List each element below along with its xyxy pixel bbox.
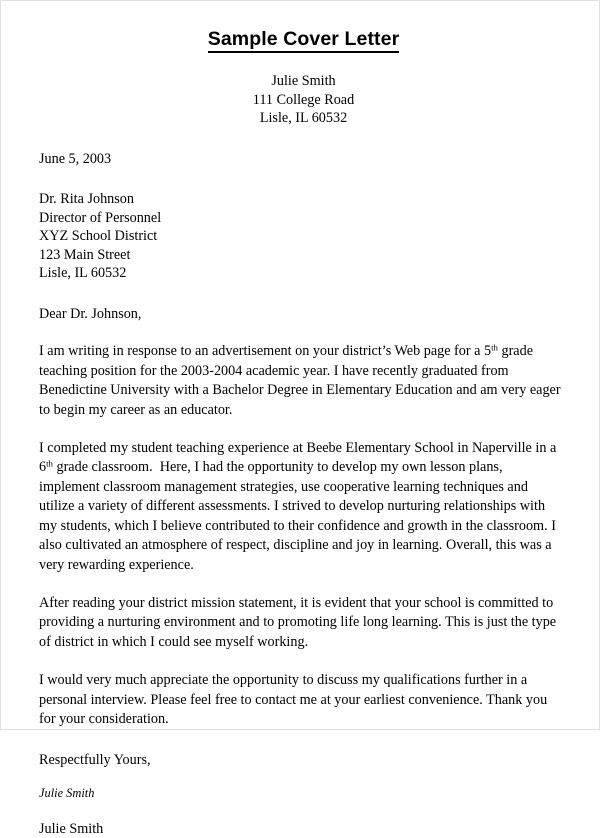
recipient-city-state-zip: Lisle, IL 60532 [39,265,127,282]
paragraph-4: I would very much appreciate the opportunity to discuss my qualifications further in a personal interview. Please feel free to contact me at your earliest convenience. Thank you for your consideration. [39,672,551,727]
recipient-name: Dr. Rita Johnson [39,191,134,208]
sender-street: 111 College Road [252,91,355,108]
ordinal-suffix-fifth: th [491,342,498,353]
letter-date: June 5, 2003 [39,150,112,167]
paragraph-1-text-before-ordinal: I am writing in response to an advertisement on your district’s Web page for a 5 [39,343,492,360]
closing-salutation: Respectfully Yours, [39,752,151,769]
letter-body [39,1,566,838]
recipient-street: 123 Main Street [39,246,131,263]
recipient-organization: XYZ School District [39,228,158,245]
page-title: Sample Cover Letter [208,29,400,53]
paragraph-1-text-after-ordinal: grade teaching position for the 2003-2004 academic year. I have recently graduated from Benedictine University with a Bachelor Degree in Elementary Education and am very eager to begin my career as an educator. [39,343,565,418]
sender-name: Julie Smith [271,73,336,90]
paragraph-2-text-after-ordinal: grade classroom. Here, I had the opportunity to develop my own lesson plans, implement classroom management strategies, use cooperative learning techniques and utilize a variety of different assessments. I strived to develop nurturing relationships with my students, which I believe contributed to their confidence and growth in the classroom. I also cultivated an atmosphere of respect, discipline and joy in learning. Overall, this was a very rewarding experience. [39,459,560,573]
recipient-address-block [39,190,566,283]
typed-signer-name: Julie Smith [39,820,104,837]
handwritten-signature: Julie Smith [39,785,95,800]
paragraph-2-text-before-ordinal: I completed my student teaching experience at Beebe Elementary School in Naperville in a 6 [39,440,560,476]
recipient-title: Director of Personnel [39,209,162,226]
paragraph-3: After reading your district mission statement, it is evident that your school is committed to providing a nurturing environment and to promoting life long learning. This is just the type of district in which I could see myself working. [39,594,560,650]
ordinal-suffix-sixth: th [46,458,53,469]
title-row [39,29,566,53]
sender-city-state-zip: Lisle, IL 60532 [259,110,348,127]
salutation: Dear Dr. Johnson, [39,305,142,322]
sender-address-block [39,72,566,128]
paragraph-1 [39,342,566,420]
paragraph-2 [39,439,566,575]
